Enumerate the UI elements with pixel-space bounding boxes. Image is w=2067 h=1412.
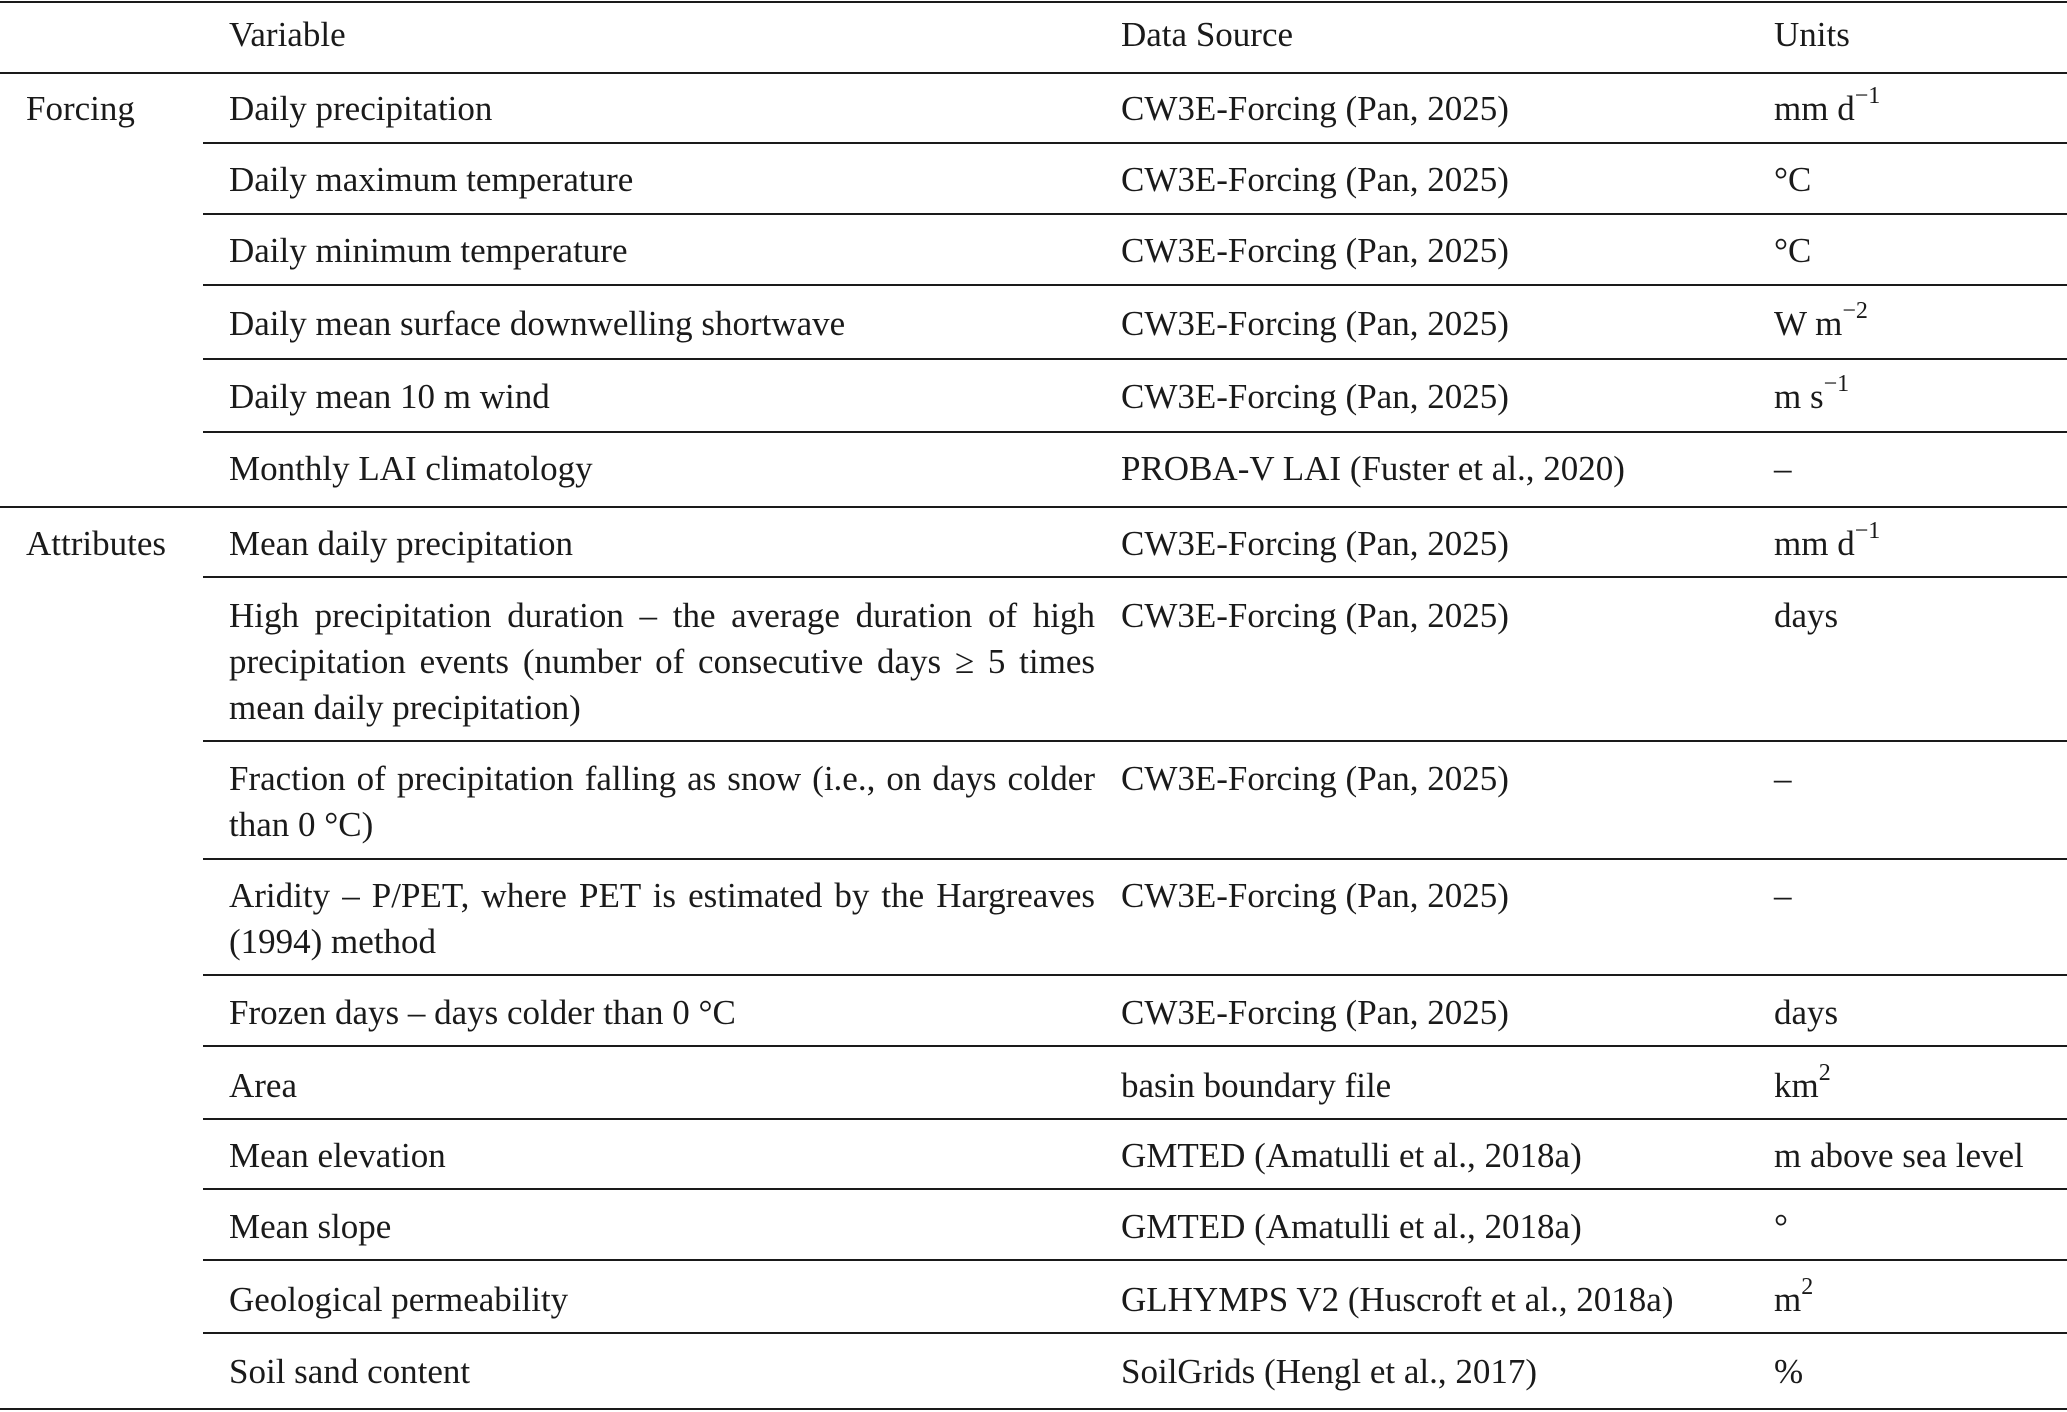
- cell-variable: Fraction of precipitation falling as snow (i.e., on days colder than 0 °C): [229, 759, 1095, 844]
- cell-variable: High precipitation duration – the average duration of high precipitation events (number of consecutive days ≥ 5 times mean daily precipitation): [229, 596, 1095, 727]
- cell-unit: days: [1774, 596, 1839, 635]
- cell-unit: –: [1774, 759, 1792, 798]
- cell-variable: Daily precipitation: [229, 89, 493, 128]
- bottom-rule: [0, 1408, 2067, 1410]
- cell-unit: W $m^{-2}$: [1774, 298, 1868, 343]
- row-divider: [203, 358, 2067, 360]
- cell-unit: mm $d^{-1}$: [1774, 518, 1881, 563]
- row-divider: [203, 1118, 2067, 1120]
- row-divider: [203, 1332, 2067, 1334]
- cell-source: CW3E-Forcing (Pan, 2025): [1121, 596, 1509, 635]
- row-divider: [203, 284, 2067, 286]
- cell-variable: Daily mean 10 m wind: [229, 377, 550, 416]
- cell-variable: Aridity – P/PET, where PET is estimated by the Hargreaves (1994) method: [229, 876, 1095, 961]
- cell-unit: °C: [1774, 231, 1812, 270]
- cell-unit: –: [1774, 449, 1792, 488]
- cell-source: PROBA-V LAI (Fuster et al., 2020): [1121, 449, 1625, 488]
- row-divider: [203, 974, 2067, 976]
- cell-source: GLHYMPS V2 (Huscroft et al., 2018a): [1121, 1280, 1674, 1319]
- cell-variable: Soil sand content: [229, 1352, 471, 1391]
- cell-source: CW3E-Forcing (Pan, 2025): [1121, 876, 1509, 915]
- row-divider: [203, 576, 2067, 578]
- cell-source: CW3E-Forcing (Pan, 2025): [1121, 231, 1509, 270]
- cell-source: SoilGrids (Hengl et al., 2017): [1121, 1352, 1538, 1391]
- cell-variable: Daily maximum temperature: [229, 160, 634, 199]
- cell-source: GMTED (Amatulli et al., 2018a): [1121, 1207, 1582, 1246]
- cell-unit: m $s^{-1}$: [1774, 371, 1850, 416]
- row-divider: [203, 142, 2067, 144]
- row-divider: [203, 431, 2067, 433]
- cell-unit: $m^2$: [1774, 1274, 1814, 1319]
- cell-unit: %: [1774, 1352, 1804, 1391]
- header-data-source: Data Source: [1121, 15, 1294, 54]
- row-divider: [203, 858, 2067, 860]
- cell-unit: mm $d^{-1}$: [1774, 83, 1881, 128]
- cell-source: CW3E-Forcing (Pan, 2025): [1121, 377, 1509, 416]
- cell-variable: Geological permeability: [229, 1280, 569, 1319]
- cell-source: CW3E-Forcing (Pan, 2025): [1121, 524, 1509, 563]
- cell-unit: m above sea level: [1774, 1136, 2024, 1175]
- cell-source: CW3E-Forcing (Pan, 2025): [1121, 160, 1509, 199]
- cell-variable: Area: [229, 1066, 298, 1105]
- row-divider: [203, 213, 2067, 215]
- row-divider: [203, 1188, 2067, 1190]
- group-label-attributes: Attributes: [26, 524, 166, 563]
- cell-source: CW3E-Forcing (Pan, 2025): [1121, 759, 1509, 798]
- cell-source: basin boundary file: [1121, 1066, 1392, 1105]
- cell-variable: Mean slope: [229, 1207, 392, 1246]
- row-divider: [203, 740, 2067, 742]
- cell-source: GMTED (Amatulli et al., 2018a): [1121, 1136, 1582, 1175]
- header-rule: [0, 72, 2067, 74]
- cell-source: CW3E-Forcing (Pan, 2025): [1121, 89, 1509, 128]
- row-divider: [203, 1259, 2067, 1261]
- header-variable: Variable: [229, 15, 346, 54]
- group-label-forcing: Forcing: [26, 89, 135, 128]
- cell-variable: Monthly LAI climatology: [229, 449, 593, 488]
- cell-variable: Daily mean surface downwelling shortwave: [229, 304, 846, 343]
- group-rule: [0, 506, 2067, 508]
- row-divider: [203, 1045, 2067, 1047]
- cell-source: CW3E-Forcing (Pan, 2025): [1121, 993, 1509, 1032]
- cell-variable: Mean daily precipitation: [229, 524, 574, 563]
- header-units: Units: [1774, 15, 1850, 54]
- cell-unit: $km^2$: [1774, 1060, 1831, 1105]
- cell-unit: °: [1774, 1207, 1788, 1246]
- cell-source: CW3E-Forcing (Pan, 2025): [1121, 304, 1509, 343]
- cell-unit: –: [1774, 876, 1792, 915]
- cell-variable: Frozen days – days colder than 0 °C: [229, 993, 736, 1032]
- cell-unit: days: [1774, 993, 1839, 1032]
- top-rule: [0, 1, 2067, 3]
- cell-unit: °C: [1774, 160, 1812, 199]
- cell-variable: Daily minimum temperature: [229, 231, 628, 270]
- cell-variable: Mean elevation: [229, 1136, 446, 1175]
